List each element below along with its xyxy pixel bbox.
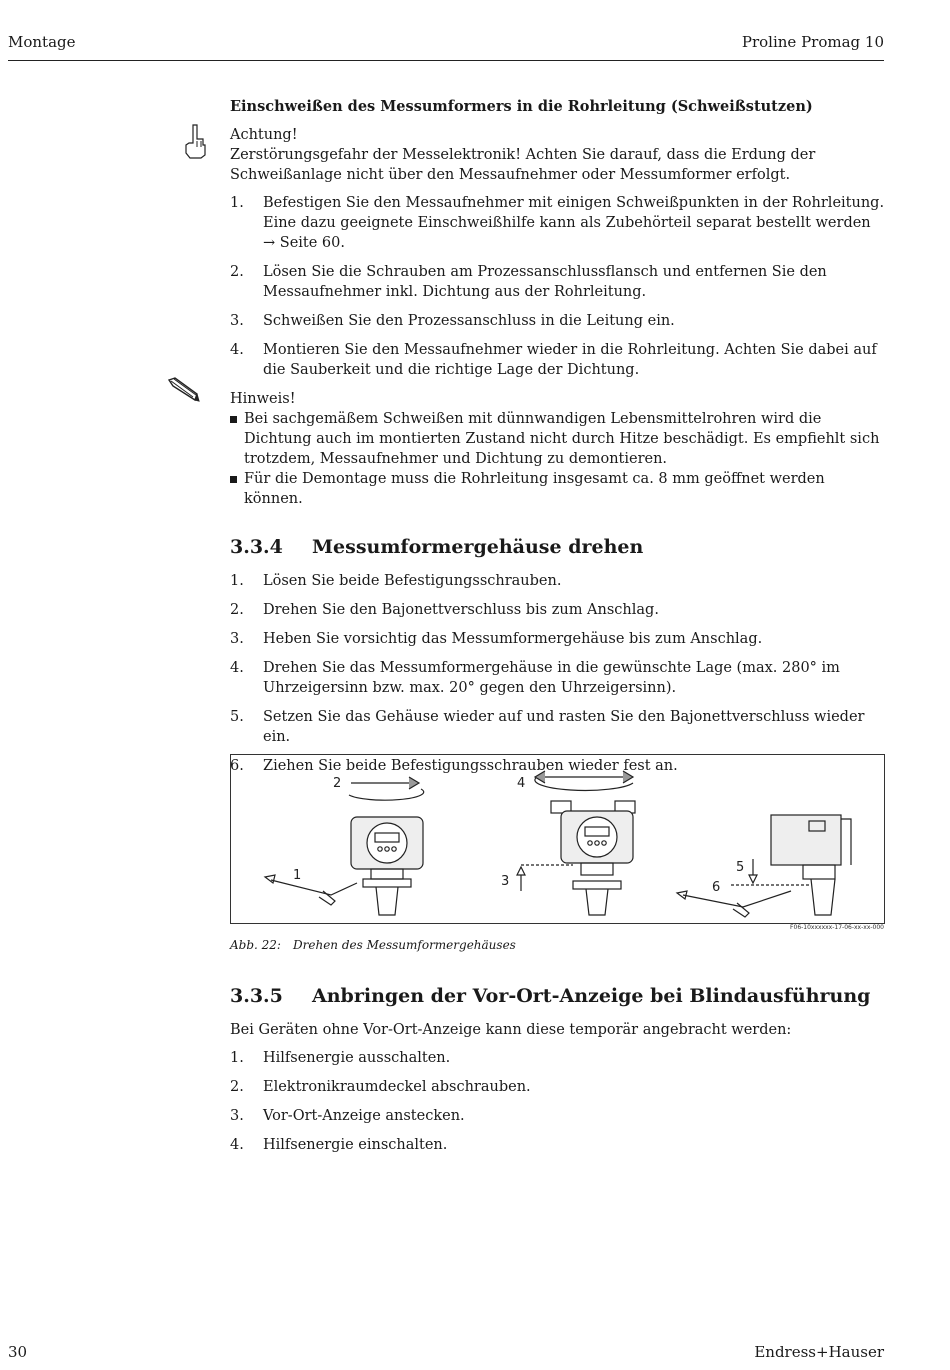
figure-label-1: 1 — [293, 868, 302, 883]
header-product-name: Proline Promag 10 — [741, 33, 884, 51]
figure-rotate-housing — [230, 754, 885, 924]
list-item — [230, 1077, 885, 1097]
page-number: 30 — [8, 1343, 28, 1361]
figure-label-4: 4 — [517, 776, 526, 791]
step-number: 4. — [230, 342, 244, 358]
note-pencil-icon — [165, 376, 201, 402]
step-number: 3. — [230, 1108, 244, 1124]
step-text: Drehen Sie den Bajonettverschluss bis zum Anschlag. — [263, 602, 659, 618]
step-number: 1. — [230, 573, 244, 589]
rotate-steps — [230, 571, 885, 776]
header-section-title: Montage — [8, 33, 76, 51]
list-item — [230, 1106, 885, 1126]
caution-text: Zerstörungsgefahr der Messelektronik! Achten Sie darauf, dass die Erdung der Schweißanlage nicht über den Messaufnehmer oder Messumformer erfolgt. — [230, 147, 816, 183]
list-item — [230, 262, 885, 302]
list-item — [230, 1048, 885, 1068]
figure-label-5: 5 — [736, 860, 745, 875]
section-335 — [230, 984, 885, 1164]
note-bullets — [230, 409, 885, 509]
welding-steps — [230, 193, 885, 380]
list-item — [230, 571, 885, 591]
step-number: 5. — [230, 709, 244, 725]
list-item — [230, 1135, 885, 1155]
step-text: Setzen Sie das Gehäuse wieder auf und rasten Sie den Bajonettverschluss wieder ein. — [263, 709, 865, 745]
list-item — [230, 193, 885, 253]
footer-brand: Endress+Hauser — [754, 1343, 884, 1361]
step-number: 3. — [230, 313, 244, 329]
header-rule — [8, 60, 884, 61]
step-number: 2. — [230, 264, 244, 280]
section-title: Anbringen der Vor-Ort-Anzeige bei Blindausführung — [312, 985, 871, 1007]
step-text: Elektronikraumdeckel abschrauben. — [263, 1079, 531, 1095]
figure-label-6: 6 — [712, 880, 721, 895]
note-label: Hinweis! — [230, 391, 296, 407]
bullet-text: Für die Demontage muss die Rohrleitung insgesamt ca. 8 mm geöffnet werden können. — [244, 471, 825, 507]
figure-code: F06-10xxxxxx-17-06-xx-xx-000 — [790, 924, 884, 931]
bullet-square-icon — [230, 469, 244, 509]
list-item — [230, 629, 885, 649]
display-steps — [230, 1048, 885, 1155]
step-number: 3. — [230, 631, 244, 647]
housing-illustration — [231, 755, 884, 923]
step-number: 4. — [230, 1137, 244, 1153]
caution-label: Achtung! — [230, 127, 298, 143]
figure-label-3: 3 — [501, 874, 510, 889]
bullet-square-icon — [230, 409, 244, 469]
figure-label-2: 2 — [333, 776, 342, 791]
list-item — [230, 311, 885, 331]
step-text: Hilfsenergie ausschalten. — [263, 1050, 451, 1066]
step-number: 2. — [230, 1079, 244, 1095]
welding-title: Einschweißen des Messumformers in die Rohrleitung (Schweißstutzen) — [230, 98, 813, 115]
step-number: 1. — [230, 195, 244, 211]
section-number: 3.3.4 — [230, 536, 283, 558]
step-number: 6. — [230, 758, 244, 774]
list-item — [230, 340, 885, 380]
list-item — [230, 469, 885, 509]
main-content — [230, 97, 885, 785]
step-text: Befestigen Sie den Messaufnehmer mit einigen Schweißpunkten in der Rohrleitung. Eine dazu geeignete Einschweißhilfe kann als Zubehörteil separat bestellt werden → Seite 60. — [263, 195, 885, 251]
section-intro: Bei Geräten ohne Vor-Ort-Anzeige kann diese temporär angebracht werden: — [230, 1022, 792, 1038]
step-text: Lösen Sie die Schrauben am Prozessanschlussflansch und entfernen Sie den Messaufnehmer inkl. Dichtung aus der Rohrleitung. — [263, 264, 827, 300]
step-text: Vor-Ort-Anzeige anstecken. — [263, 1108, 465, 1124]
step-text: Lösen Sie beide Befestigungsschrauben. — [263, 573, 562, 589]
list-item — [230, 600, 885, 620]
step-text: Montieren Sie den Messaufnehmer wieder in die Rohrleitung. Achten Sie dabei auf die Sauberkeit und die richtige Lage der Dichtung. — [263, 342, 877, 378]
figure-caption — [230, 935, 516, 955]
step-text: Drehen Sie das Messumformergehäuse in die gewünschte Lage (max. 280° im Uhrzeigersinn bzw. max. 20° gegen den Uhrzeigersinn). — [263, 660, 840, 696]
step-text: Ziehen Sie beide Befestigungsschrauben wieder fest an. — [263, 758, 678, 774]
list-item — [230, 409, 885, 469]
list-item — [230, 707, 885, 747]
caption-label: Abb. 22: — [230, 938, 281, 952]
step-text: Schweißen Sie den Prozessanschluss in die Leitung ein. — [263, 313, 675, 329]
step-number: 4. — [230, 660, 244, 676]
section-number: 3.3.5 — [230, 985, 283, 1007]
section-heading-334 — [230, 535, 885, 559]
section-heading-335 — [230, 984, 885, 1008]
step-number: 2. — [230, 602, 244, 618]
bullet-text: Bei sachgemäßem Schweißen mit dünnwandigen Lebensmittelrohren wird die Dichtung auch im montierten Zustand nicht durch Hitze beschädigt. Es empfiehlt sich trotzdem, Messaufnehmer und Dichtung zu demontieren. — [244, 411, 880, 467]
list-item — [230, 658, 885, 698]
caution-hand-icon — [183, 123, 207, 159]
section-title: Messumformergehäuse drehen — [312, 536, 644, 558]
step-number: 1. — [230, 1050, 244, 1066]
step-text: Hilfsenergie einschalten. — [263, 1137, 448, 1153]
step-text: Heben Sie vorsichtig das Messumformergehäuse bis zum Anschlag. — [263, 631, 763, 647]
caption-text: Drehen des Messumformergehäuses — [293, 938, 516, 952]
